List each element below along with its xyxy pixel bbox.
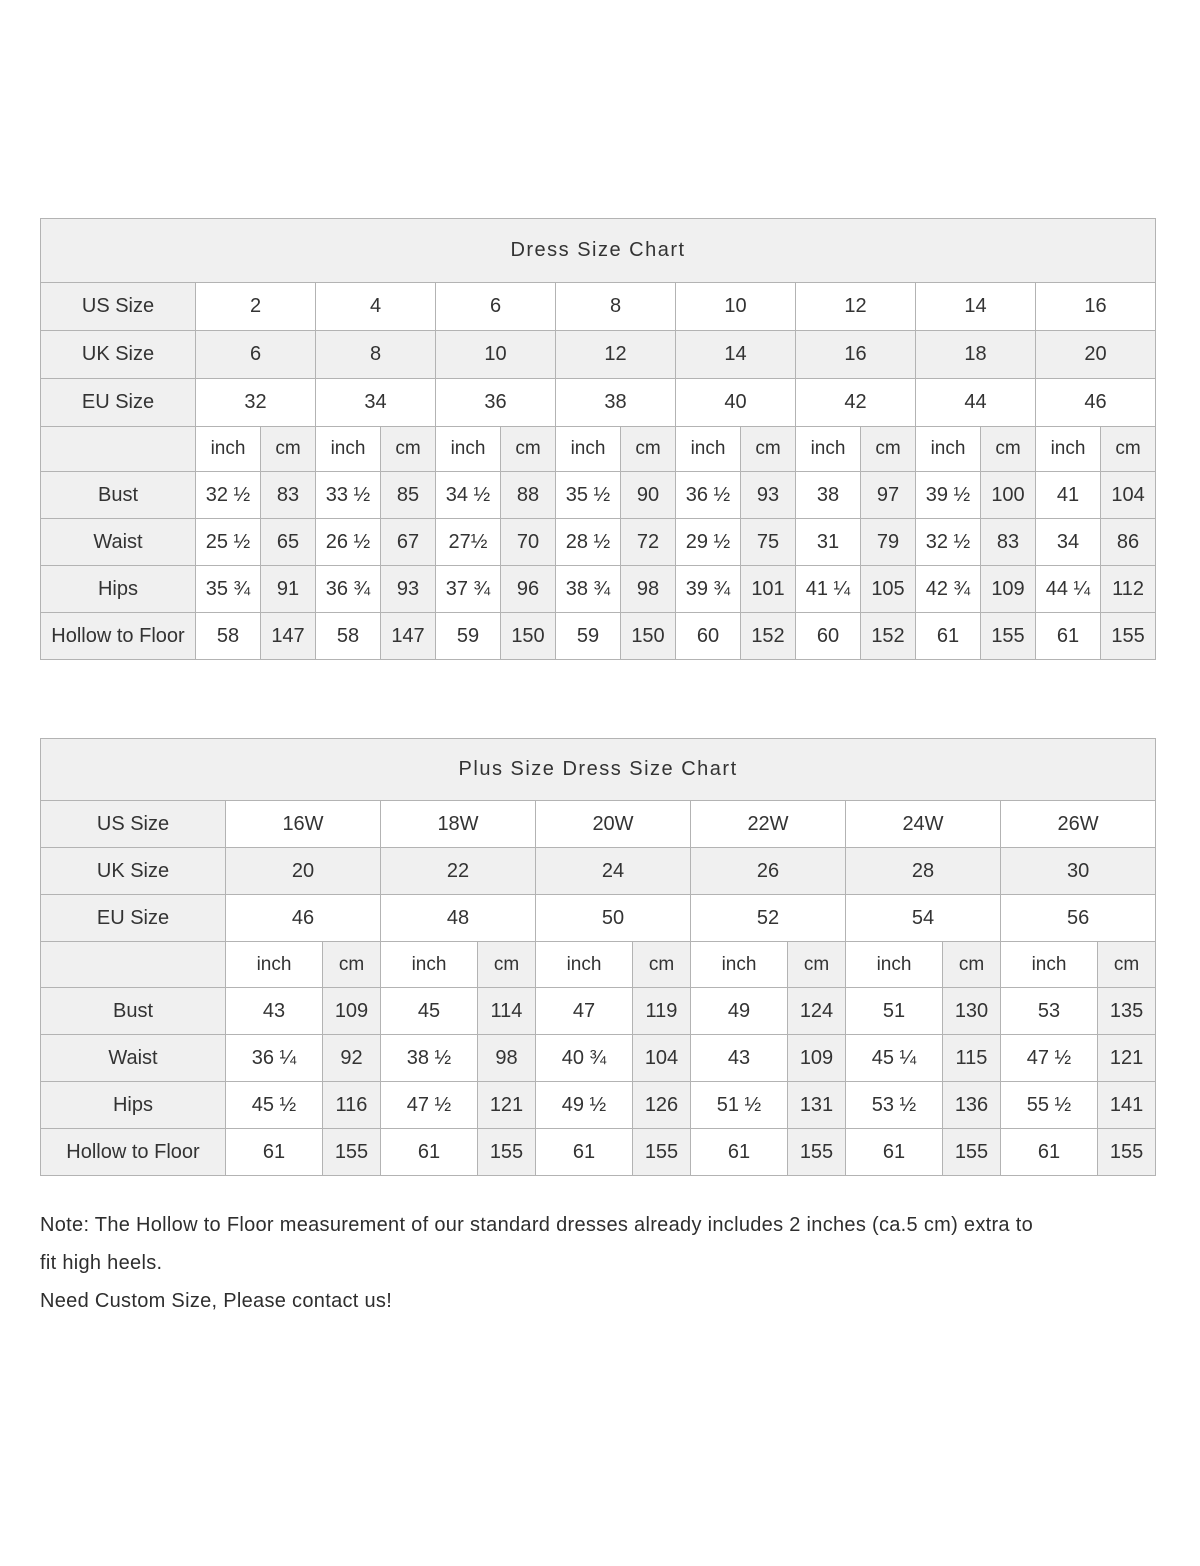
size-value-cell: 10 (676, 283, 796, 331)
cm-value-cell: 85 (381, 472, 436, 519)
cm-value-cell: 97 (861, 472, 916, 519)
cm-value-cell: 136 (943, 1082, 1001, 1129)
inch-value-cell: 37 ¾ (436, 566, 501, 613)
inch-value-cell: 51 ½ (691, 1082, 788, 1129)
cm-value-cell: 131 (788, 1082, 846, 1129)
size-value-cell: 14 (676, 331, 796, 379)
unit-header-row (41, 942, 1156, 988)
cm-unit-header: cm (943, 942, 1001, 988)
cm-value-cell: 119 (633, 988, 691, 1035)
size-value-cell: 10 (436, 331, 556, 379)
size-value-cell: 24 (536, 848, 691, 895)
size-value-cell: 8 (316, 331, 436, 379)
cm-value-cell: 101 (741, 566, 796, 613)
table-title-row (41, 219, 1156, 283)
inch-unit-header: inch (1001, 942, 1098, 988)
cm-value-cell: 116 (323, 1082, 381, 1129)
inch-value-cell: 53 ½ (846, 1082, 943, 1129)
measurement-row (41, 1082, 1156, 1129)
cm-unit-header: cm (1098, 942, 1156, 988)
inch-unit-header: inch (226, 942, 323, 988)
cm-value-cell: 70 (501, 519, 556, 566)
cm-value-cell: 155 (478, 1129, 536, 1176)
measurement-row (41, 1035, 1156, 1082)
inch-value-cell: 41 (1036, 472, 1101, 519)
cm-unit-header: cm (981, 427, 1036, 472)
inch-value-cell: 41 ¼ (796, 566, 861, 613)
size-value-cell: 18 (916, 331, 1036, 379)
inch-unit-header: inch (846, 942, 943, 988)
inch-value-cell: 45 ¼ (846, 1035, 943, 1082)
row-label: Bust (41, 472, 196, 519)
row-label: EU Size (41, 895, 226, 942)
row-label: US Size (41, 283, 196, 331)
inch-value-cell: 61 (1001, 1129, 1098, 1176)
inch-value-cell: 32 ½ (916, 519, 981, 566)
inch-value-cell: 36 ½ (676, 472, 741, 519)
inch-value-cell: 58 (316, 613, 381, 660)
cm-value-cell: 98 (478, 1035, 536, 1082)
cm-value-cell: 155 (943, 1129, 1001, 1176)
size-value-cell: 12 (796, 283, 916, 331)
size-row (41, 801, 1156, 848)
custom-size-text-line: Need Custom Size, Please contact us! (40, 1290, 393, 1312)
cm-value-cell: 83 (981, 519, 1036, 566)
note-text-line: fit high heels. (40, 1252, 163, 1274)
row-label: Waist (41, 519, 196, 566)
note-block (40, 1206, 1155, 1320)
cm-value-cell: 67 (381, 519, 436, 566)
cm-unit-header: cm (478, 942, 536, 988)
inch-value-cell: 51 (846, 988, 943, 1035)
inch-value-cell: 58 (196, 613, 261, 660)
inch-value-cell: 49 (691, 988, 788, 1035)
inch-value-cell: 36 ¾ (316, 566, 381, 613)
cm-unit-header: cm (633, 942, 691, 988)
row-label: Hips (41, 566, 196, 613)
cm-value-cell: 155 (981, 613, 1036, 660)
inch-unit-header: inch (536, 942, 633, 988)
inch-value-cell: 47 (536, 988, 633, 1035)
cm-value-cell: 109 (788, 1035, 846, 1082)
size-value-cell: 4 (316, 283, 436, 331)
cm-value-cell: 152 (741, 613, 796, 660)
size-row (41, 848, 1156, 895)
cm-unit-header: cm (861, 427, 916, 472)
inch-value-cell: 38 ¾ (556, 566, 621, 613)
size-value-cell: 56 (1001, 895, 1156, 942)
size-value-cell: 6 (436, 283, 556, 331)
inch-unit-header: inch (316, 427, 381, 472)
size-value-cell: 26W (1001, 801, 1156, 848)
unit-header-row (41, 427, 1156, 472)
cm-value-cell: 147 (261, 613, 316, 660)
size-value-cell: 24W (846, 801, 1001, 848)
cm-value-cell: 72 (621, 519, 676, 566)
size-value-cell: 8 (556, 283, 676, 331)
cm-unit-header: cm (1101, 427, 1156, 472)
cm-value-cell: 155 (1098, 1129, 1156, 1176)
cm-value-cell: 124 (788, 988, 846, 1035)
cm-value-cell: 114 (478, 988, 536, 1035)
table-title: Plus Size Dress Size Chart (41, 739, 1156, 801)
size-value-cell: 38 (556, 379, 676, 427)
cm-value-cell: 112 (1101, 566, 1156, 613)
size-value-cell: 36 (436, 379, 556, 427)
size-value-cell: 54 (846, 895, 1001, 942)
cm-unit-header: cm (788, 942, 846, 988)
inch-unit-header: inch (1036, 427, 1101, 472)
inch-value-cell: 43 (226, 988, 323, 1035)
row-label-empty (41, 427, 196, 472)
inch-value-cell: 33 ½ (316, 472, 381, 519)
cm-value-cell: 86 (1101, 519, 1156, 566)
size-value-cell: 30 (1001, 848, 1156, 895)
cm-unit-header: cm (741, 427, 796, 472)
row-label: Hips (41, 1082, 226, 1129)
cm-value-cell: 93 (381, 566, 436, 613)
inch-value-cell: 45 (381, 988, 478, 1035)
size-row (41, 283, 1156, 331)
cm-value-cell: 135 (1098, 988, 1156, 1035)
plus-size-dress-size-chart-table (40, 738, 1156, 1176)
cm-unit-header: cm (381, 427, 436, 472)
cm-value-cell: 109 (981, 566, 1036, 613)
cm-value-cell: 121 (478, 1082, 536, 1129)
measurement-row (41, 1129, 1156, 1176)
inch-value-cell: 47 ½ (1001, 1035, 1098, 1082)
row-label: Waist (41, 1035, 226, 1082)
cm-value-cell: 152 (861, 613, 916, 660)
cm-value-cell: 155 (633, 1129, 691, 1176)
inch-value-cell: 59 (556, 613, 621, 660)
size-value-cell: 40 (676, 379, 796, 427)
size-value-cell: 18W (381, 801, 536, 848)
cm-value-cell: 100 (981, 472, 1036, 519)
inch-value-cell: 25 ½ (196, 519, 261, 566)
inch-value-cell: 35 ½ (556, 472, 621, 519)
size-chart-content (40, 218, 1155, 1320)
inch-value-cell: 39 ¾ (676, 566, 741, 613)
cm-value-cell: 88 (501, 472, 556, 519)
note-text-line: Note: The Hollow to Floor measurement of our standard dresses already includes 2 inches (ca.5 cm) extra to (40, 1214, 1033, 1236)
inch-unit-header: inch (676, 427, 741, 472)
inch-unit-header: inch (691, 942, 788, 988)
inch-unit-header: inch (916, 427, 981, 472)
size-row (41, 895, 1156, 942)
inch-value-cell: 53 (1001, 988, 1098, 1035)
row-label-empty (41, 942, 226, 988)
table-title-row (41, 739, 1156, 801)
row-label: Bust (41, 988, 226, 1035)
cm-value-cell: 150 (501, 613, 556, 660)
measurement-row (41, 988, 1156, 1035)
size-value-cell: 32 (196, 379, 316, 427)
size-value-cell: 16 (796, 331, 916, 379)
cm-value-cell: 115 (943, 1035, 1001, 1082)
inch-value-cell: 35 ¾ (196, 566, 261, 613)
inch-value-cell: 61 (226, 1129, 323, 1176)
inch-unit-header: inch (436, 427, 501, 472)
size-value-cell: 50 (536, 895, 691, 942)
cm-unit-header: cm (501, 427, 556, 472)
inch-value-cell: 36 ¼ (226, 1035, 323, 1082)
cm-value-cell: 105 (861, 566, 916, 613)
cm-value-cell: 75 (741, 519, 796, 566)
cm-value-cell: 98 (621, 566, 676, 613)
inch-value-cell: 61 (691, 1129, 788, 1176)
cm-value-cell: 90 (621, 472, 676, 519)
table-title: Dress Size Chart (41, 219, 1156, 283)
inch-value-cell: 42 ¾ (916, 566, 981, 613)
inch-value-cell: 34 (1036, 519, 1101, 566)
size-value-cell: 2 (196, 283, 316, 331)
inch-value-cell: 40 ¾ (536, 1035, 633, 1082)
cm-value-cell: 96 (501, 566, 556, 613)
cm-value-cell: 147 (381, 613, 436, 660)
inch-value-cell: 38 (796, 472, 861, 519)
inch-value-cell: 34 ½ (436, 472, 501, 519)
cm-value-cell: 130 (943, 988, 1001, 1035)
inch-value-cell: 47 ½ (381, 1082, 478, 1129)
inch-value-cell: 55 ½ (1001, 1082, 1098, 1129)
size-row (41, 331, 1156, 379)
size-value-cell: 42 (796, 379, 916, 427)
size-value-cell: 20 (226, 848, 381, 895)
inch-value-cell: 61 (381, 1129, 478, 1176)
dress-size-chart-table (40, 218, 1156, 660)
cm-value-cell: 92 (323, 1035, 381, 1082)
size-value-cell: 46 (1036, 379, 1156, 427)
cm-value-cell: 93 (741, 472, 796, 519)
inch-unit-header: inch (556, 427, 621, 472)
size-value-cell: 16W (226, 801, 381, 848)
inch-value-cell: 28 ½ (556, 519, 621, 566)
cm-value-cell: 104 (1101, 472, 1156, 519)
size-value-cell: 22W (691, 801, 846, 848)
measurement-row (41, 519, 1156, 566)
row-label: Hollow to Floor (41, 1129, 226, 1176)
size-value-cell: 26 (691, 848, 846, 895)
inch-unit-header: inch (196, 427, 261, 472)
size-value-cell: 20W (536, 801, 691, 848)
cm-value-cell: 121 (1098, 1035, 1156, 1082)
inch-value-cell: 61 (536, 1129, 633, 1176)
size-value-cell: 16 (1036, 283, 1156, 331)
inch-value-cell: 61 (916, 613, 981, 660)
size-value-cell: 28 (846, 848, 1001, 895)
size-value-cell: 22 (381, 848, 536, 895)
size-value-cell: 52 (691, 895, 846, 942)
inch-unit-header: inch (381, 942, 478, 988)
inch-value-cell: 59 (436, 613, 501, 660)
cm-value-cell: 155 (788, 1129, 846, 1176)
size-value-cell: 46 (226, 895, 381, 942)
row-label: Hollow to Floor (41, 613, 196, 660)
inch-value-cell: 27½ (436, 519, 501, 566)
cm-value-cell: 65 (261, 519, 316, 566)
size-value-cell: 44 (916, 379, 1036, 427)
cm-value-cell: 104 (633, 1035, 691, 1082)
cm-value-cell: 91 (261, 566, 316, 613)
inch-value-cell: 32 ½ (196, 472, 261, 519)
cm-unit-header: cm (323, 942, 381, 988)
cm-unit-header: cm (261, 427, 316, 472)
cm-value-cell: 83 (261, 472, 316, 519)
row-label: EU Size (41, 379, 196, 427)
row-label: UK Size (41, 331, 196, 379)
size-row (41, 379, 1156, 427)
size-value-cell: 48 (381, 895, 536, 942)
inch-value-cell: 60 (796, 613, 861, 660)
inch-value-cell: 60 (676, 613, 741, 660)
cm-value-cell: 155 (1101, 613, 1156, 660)
cm-value-cell: 109 (323, 988, 381, 1035)
inch-value-cell: 38 ½ (381, 1035, 478, 1082)
inch-value-cell: 61 (846, 1129, 943, 1176)
inch-value-cell: 29 ½ (676, 519, 741, 566)
inch-value-cell: 49 ½ (536, 1082, 633, 1129)
inch-unit-header: inch (796, 427, 861, 472)
size-value-cell: 14 (916, 283, 1036, 331)
inch-value-cell: 39 ½ (916, 472, 981, 519)
measurement-row (41, 613, 1156, 660)
cm-value-cell: 79 (861, 519, 916, 566)
inch-value-cell: 45 ½ (226, 1082, 323, 1129)
inch-value-cell: 26 ½ (316, 519, 381, 566)
measurement-row (41, 566, 1156, 613)
inch-value-cell: 44 ¼ (1036, 566, 1101, 613)
cm-value-cell: 150 (621, 613, 676, 660)
cm-unit-header: cm (621, 427, 676, 472)
row-label: UK Size (41, 848, 226, 895)
size-value-cell: 6 (196, 331, 316, 379)
cm-value-cell: 126 (633, 1082, 691, 1129)
size-value-cell: 20 (1036, 331, 1156, 379)
inch-value-cell: 61 (1036, 613, 1101, 660)
size-value-cell: 12 (556, 331, 676, 379)
inch-value-cell: 43 (691, 1035, 788, 1082)
inch-value-cell: 31 (796, 519, 861, 566)
cm-value-cell: 155 (323, 1129, 381, 1176)
cm-value-cell: 141 (1098, 1082, 1156, 1129)
row-label: US Size (41, 801, 226, 848)
size-value-cell: 34 (316, 379, 436, 427)
measurement-row (41, 472, 1156, 519)
